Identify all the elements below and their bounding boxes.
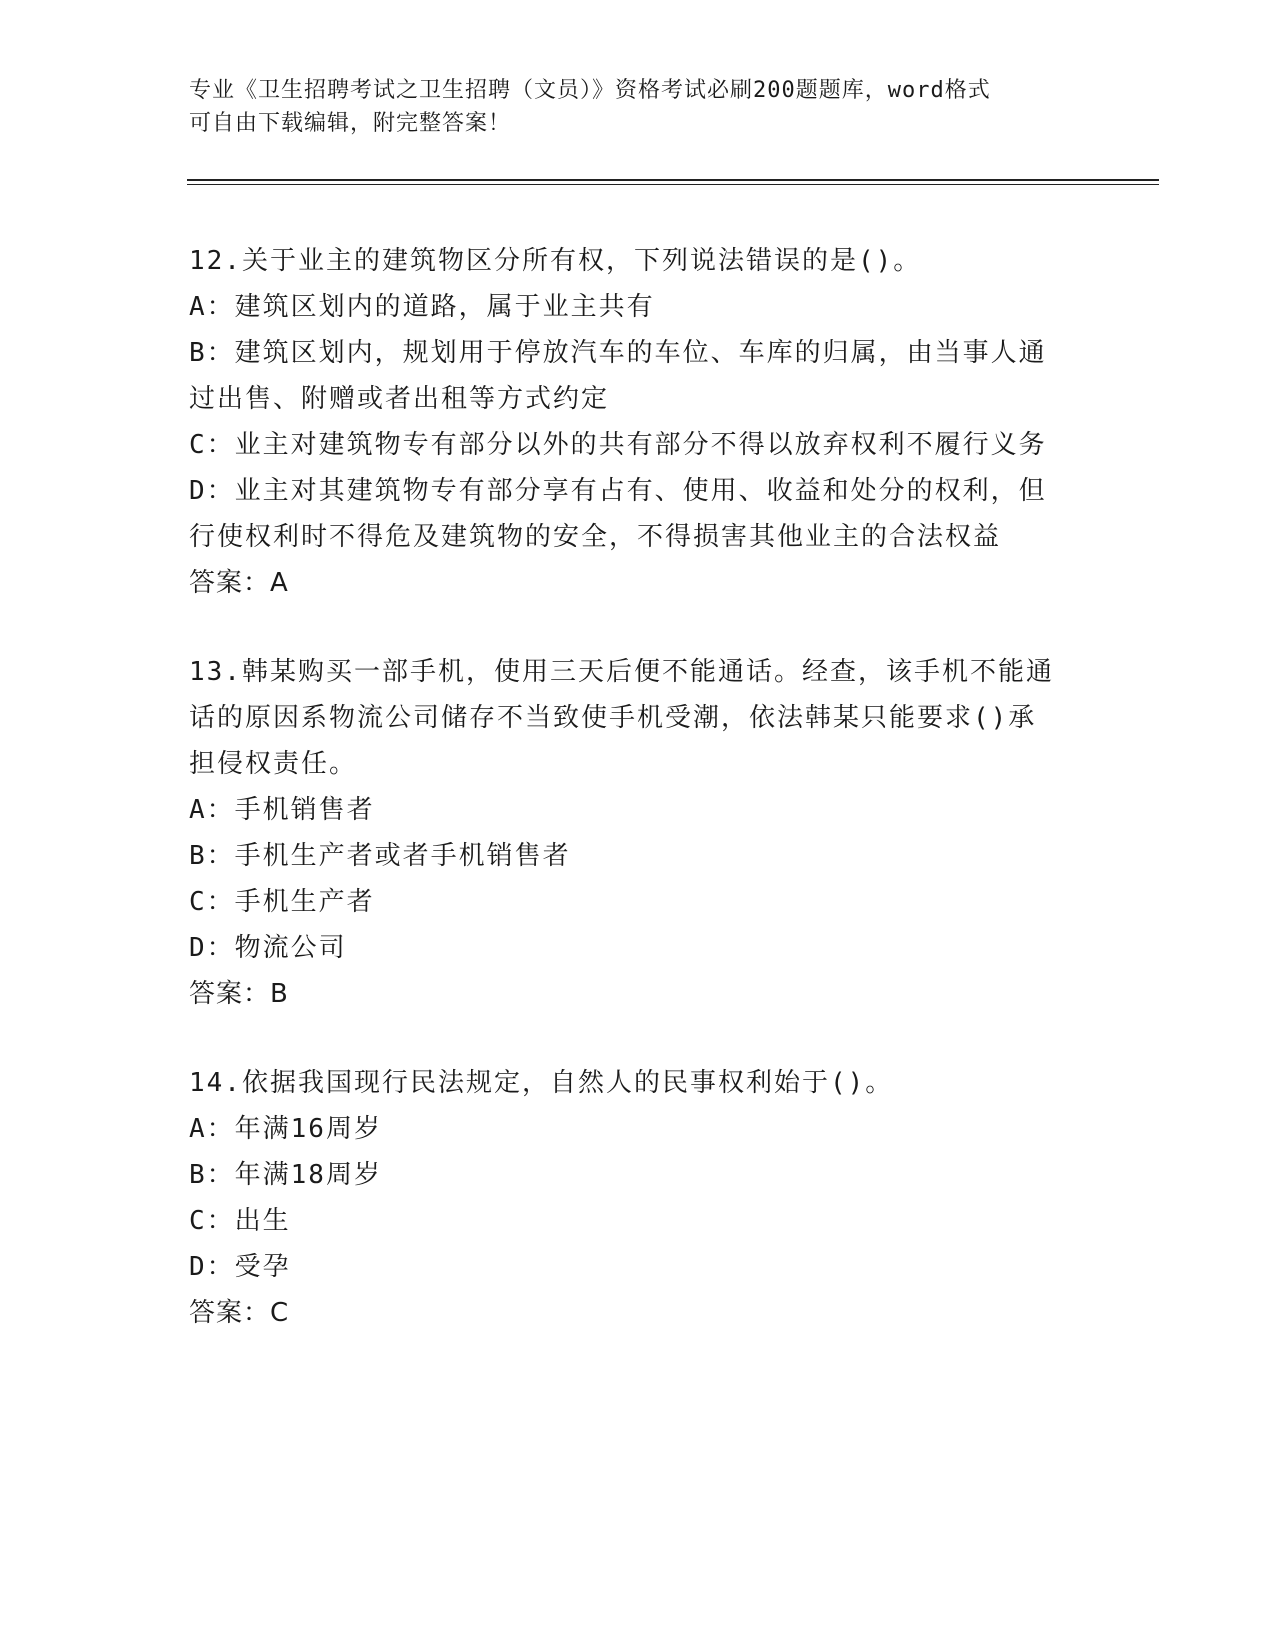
answer: 答案：C [189, 1298, 290, 1328]
option-c: C：出生 [189, 1206, 291, 1236]
option-a: A：手机销售者 [189, 795, 375, 825]
option-c: C：业主对建筑物专有部分以外的共有部分不得以放弃权利不履行义务 [189, 430, 1047, 460]
option-a: A：年满16周岁 [189, 1114, 382, 1144]
question-12 [189, 238, 1079, 606]
answer: 答案：B [189, 979, 289, 1009]
question-list [189, 238, 1079, 1336]
option-b-continued: 过出售、附赠或者出租等方式约定 [189, 384, 610, 414]
answer: 答案：A [189, 568, 289, 598]
option-b: B：手机生产者或者手机销售者 [189, 841, 571, 871]
option-d: D：物流公司 [189, 933, 347, 963]
document-header [189, 74, 1069, 140]
question-stem-continued: 担侵权责任。 [189, 749, 358, 779]
option-d-continued: 行使权利时不得危及建筑物的安全，不得损害其他业主的合法权益 [189, 522, 1002, 552]
header-divider-thin [187, 184, 1159, 185]
option-a: A：建筑区划内的道路，属于业主共有 [189, 292, 655, 322]
header-divider-thick [187, 179, 1159, 181]
question-stem: 12.关于业主的建筑物区分所有权，下列说法错误的是()。 [189, 246, 922, 276]
question-14 [189, 1060, 1079, 1336]
question-stem: 14.依据我国现行民法规定，自然人的民事权利始于()。 [189, 1068, 894, 1098]
option-c: C：手机生产者 [189, 887, 375, 917]
question-stem: 13.韩某购买一部手机，使用三天后便不能通话。经查，该手机不能通 [189, 657, 1054, 687]
option-d: D：业主对其建筑物专有部分享有占有、使用、收益和处分的权利，但 [189, 476, 1047, 506]
question-stem-continued: 话的原因系物流公司储存不当致使手机受潮，依法韩某只能要求()承 [189, 703, 1037, 733]
option-d: D：受孕 [189, 1252, 291, 1282]
option-b: B：年满18周岁 [189, 1160, 382, 1190]
question-13 [189, 649, 1079, 1017]
header-line-1: 专业《卫生招聘考试之卫生招聘（文员）》资格考试必刷200题题库，word格式 [189, 78, 991, 103]
option-b: B：建筑区划内，规划用于停放汽车的车位、车库的归属，由当事人通 [189, 338, 1047, 368]
header-line-2: 可自由下载编辑，附完整答案！ [189, 111, 512, 136]
